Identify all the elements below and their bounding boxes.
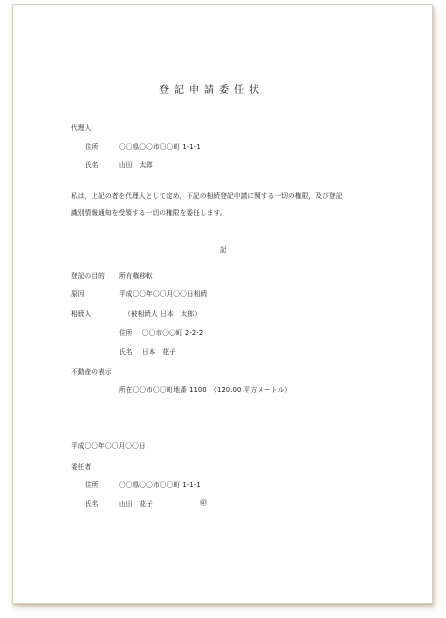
property-value: 所在〇〇市〇〇町地番 1100 （120.00 平方メートル） xyxy=(119,386,292,394)
heir-note: （被相続人 日本 太郎） xyxy=(124,310,202,318)
seal-mark: ㊞ xyxy=(200,499,208,507)
agent-address-value: 〇〇県〇〇市〇〇町 1-1-1 xyxy=(119,143,201,151)
purpose-value: 所有権移転 xyxy=(119,272,153,280)
cause-label: 原因 xyxy=(71,290,85,298)
principal-address-value: 〇〇県〇〇市〇〇町 1-1-1 xyxy=(119,481,201,489)
heir-name-label: 氏名 xyxy=(119,348,133,356)
cause-value: 平成〇〇年〇〇月〇〇日相続 xyxy=(119,290,208,298)
document-date: 平成〇〇年〇〇月〇〇日 xyxy=(71,442,146,450)
document-title: 登記申請委任状 xyxy=(159,85,264,96)
agent-address-label: 住所 xyxy=(85,143,99,151)
principal-name-value: 山田 花子 xyxy=(119,500,153,508)
body-text-line-2: 識別情報通知を受領する一切の権限を委任します。 xyxy=(71,209,227,217)
agent-name-value: 山田 太郎 xyxy=(119,161,153,169)
heir-address-label: 住所 xyxy=(119,329,133,337)
document-page xyxy=(12,4,433,604)
heir-name-value: 日本 花子 xyxy=(142,348,176,356)
purpose-label: 登記の目的 xyxy=(71,272,105,280)
principal-heading: 委任者 xyxy=(71,463,92,471)
heir-label: 相続人 xyxy=(71,310,92,318)
ki-heading: 記 xyxy=(220,246,227,254)
agent-heading: 代理人 xyxy=(71,124,92,132)
principal-address-label: 住所 xyxy=(85,481,99,489)
body-text-line-1: 私は，上記の者を代理人として定め，下記の相続登記申請に関する一切の権限，及び登記 xyxy=(71,192,343,200)
agent-name-label: 氏名 xyxy=(85,161,99,169)
principal-name-label: 氏名 xyxy=(85,500,99,508)
property-label: 不動産の表示 xyxy=(71,368,112,376)
heir-address-value: 〇〇市〇〇町 2-2-2 xyxy=(142,329,204,337)
